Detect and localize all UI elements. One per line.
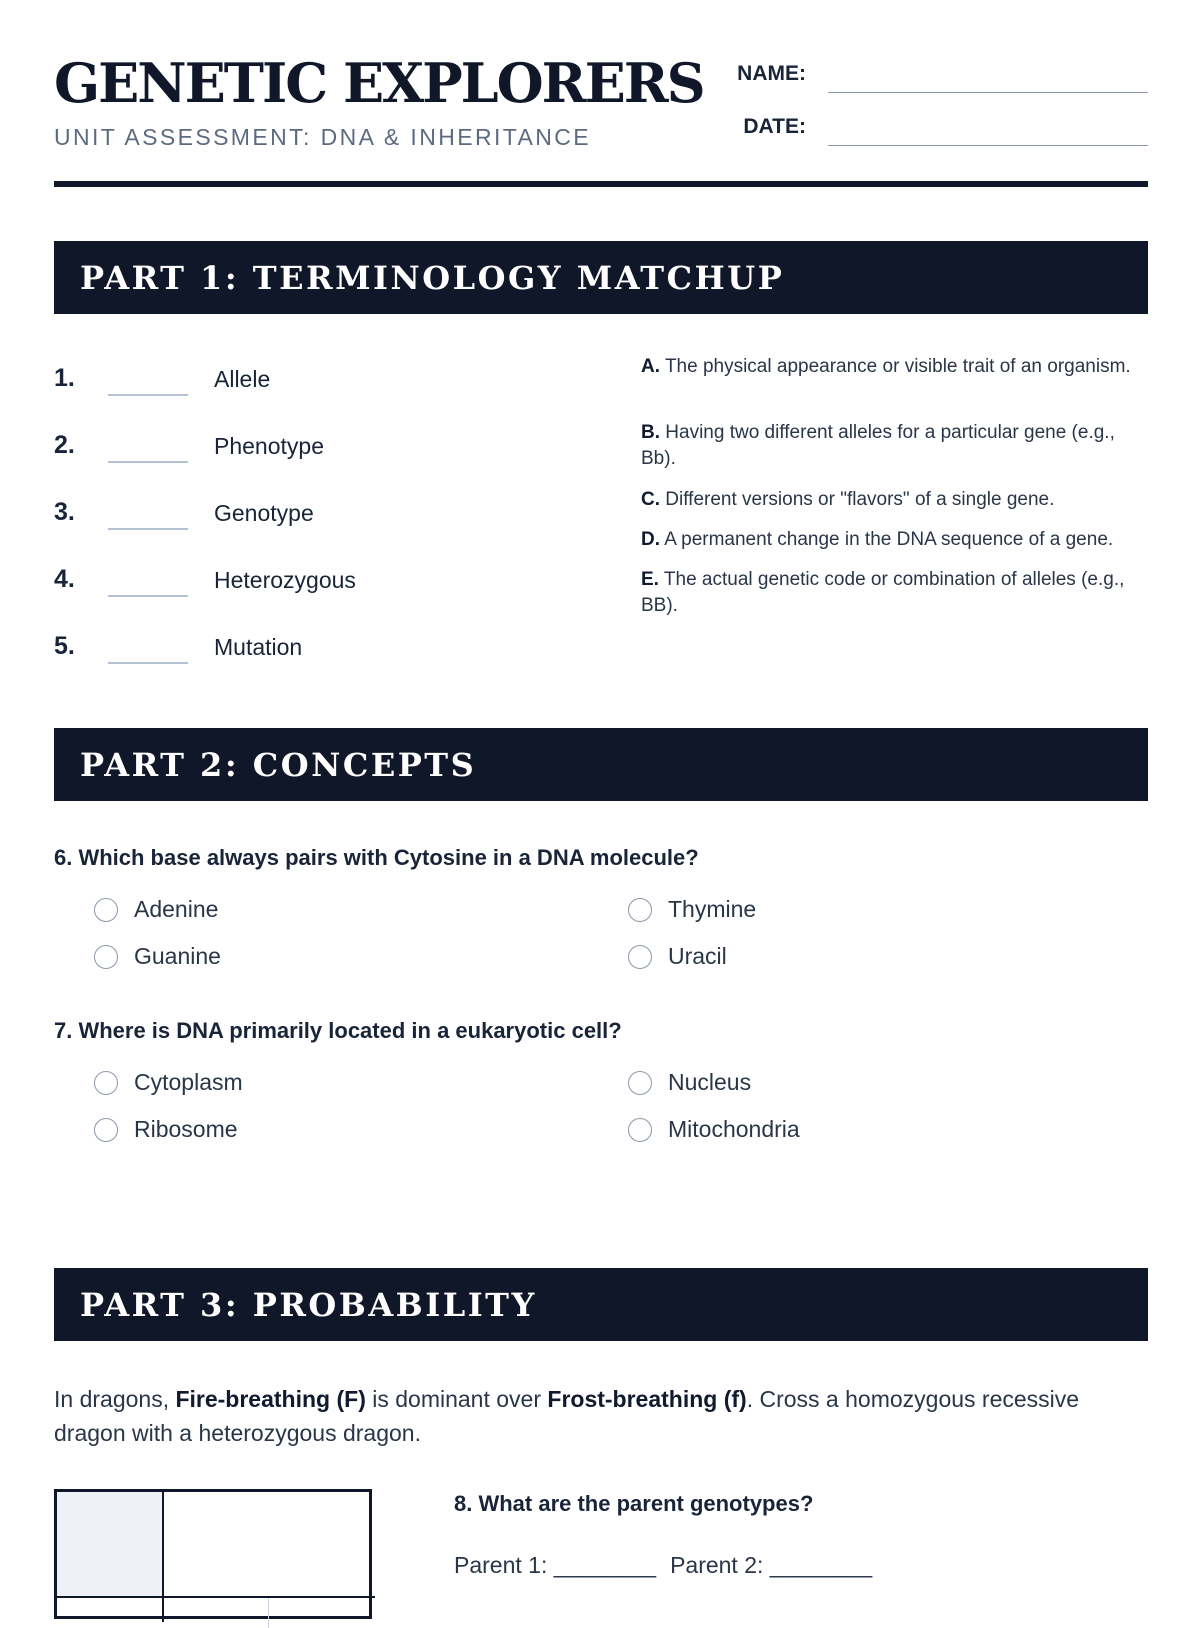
header-divider (54, 181, 1148, 187)
section-heading-text: PART 2: CONCEPTS (80, 746, 477, 784)
definition-item (641, 420, 1151, 472)
punnett-corner-cell (57, 1492, 162, 1596)
option-label: Ribosome (134, 1116, 238, 1142)
definition-item (641, 354, 1151, 380)
question-8: 8. What are the parent genotypes? (454, 1491, 814, 1516)
term-row (54, 557, 614, 607)
definition-letter: C. (641, 489, 660, 510)
option-label: Thymine (668, 896, 757, 922)
definition-text: The actual genetic code or combination of alleles (e.g., BB). (641, 569, 1125, 616)
term-word: Heterozygous (214, 567, 356, 593)
date-label: DATE: (743, 115, 806, 138)
term-number: 3. (54, 498, 75, 526)
definition-letter: D. (641, 529, 660, 550)
definition-item (641, 567, 1151, 619)
trait-recessive: Frost-breathing (f) (547, 1386, 747, 1412)
punnett-grid-line (162, 1492, 164, 1622)
definition-text: Having two different alleles for a particular gene (e.g., Bb). (641, 422, 1115, 469)
definition-item (641, 527, 1151, 553)
term-row (54, 490, 614, 540)
radio-button[interactable] (94, 945, 118, 969)
option-label: Guanine (134, 943, 221, 969)
term-number: 1. (54, 364, 75, 392)
term-word: Genotype (214, 500, 314, 526)
term-row (54, 423, 614, 473)
parent2-field[interactable]: Parent 2: ________ (670, 1552, 873, 1578)
definition-text: The physical appearance or visible trait of an organism. (664, 356, 1131, 377)
term-word: Mutation (214, 634, 303, 660)
question-7: 7. Where is DNA primarily located in a eukaryotic cell? (54, 1018, 622, 1043)
definition-text: Different versions or "flavors" of a single gene. (665, 489, 1055, 510)
trait-dominant: Fire-breathing (F) (175, 1386, 366, 1412)
radio-button[interactable] (628, 945, 652, 969)
radio-button[interactable] (94, 1071, 118, 1095)
punnett-grid-line (268, 1598, 269, 1628)
parent1-field[interactable]: Parent 1: ________ (454, 1552, 657, 1578)
scenario-text-3: . Cross a homozygous recessive dragon with a heterozygous dragon. (54, 1386, 1080, 1446)
option-label: Mitochondria (668, 1116, 800, 1142)
answer-blank[interactable] (108, 662, 188, 664)
section-heading-part2 (54, 728, 1148, 801)
section-heading-part3 (54, 1268, 1148, 1341)
definition-text: A permanent change in the DNA sequence of a gene. (664, 529, 1114, 550)
name-field[interactable] (828, 92, 1148, 93)
option-label: Uracil (668, 943, 727, 969)
term-row (54, 624, 614, 674)
section-heading-text: PART 1: TERMINOLOGY MATCHUP (80, 259, 785, 297)
term-number: 2. (54, 431, 75, 459)
term-word: Phenotype (214, 433, 324, 459)
section-heading-part1 (54, 241, 1148, 314)
definition-item (641, 487, 1151, 513)
term-word: Allele (214, 366, 271, 392)
option-label: Adenine (134, 896, 219, 922)
scenario-text-1: In dragons, (54, 1386, 176, 1412)
worksheet-subtitle: UNIT ASSESSMENT: DNA & INHERITANCE (54, 124, 592, 150)
question-6: 6. Which base always pairs with Cytosine in a DNA molecule? (54, 845, 699, 870)
punnett-grid-line (57, 1596, 375, 1598)
radio-button[interactable] (94, 1118, 118, 1142)
option-label: Cytoplasm (134, 1069, 243, 1095)
definition-letter: A. (641, 356, 660, 377)
option-label: Nucleus (668, 1069, 752, 1095)
radio-button[interactable] (628, 1071, 652, 1095)
answer-blank[interactable] (108, 461, 188, 463)
term-number: 5. (54, 632, 75, 660)
definition-letter: E. (641, 569, 659, 590)
date-field[interactable] (828, 145, 1148, 146)
radio-button[interactable] (94, 898, 118, 922)
term-row (54, 356, 614, 406)
worksheet-title: GENETIC EXPLORERS (54, 51, 704, 115)
scenario-text (54, 1382, 1148, 1450)
parent-genotype-fields (454, 1552, 872, 1579)
scenario-text-2: is dominant over (365, 1386, 548, 1412)
name-label: NAME: (737, 62, 806, 85)
radio-button[interactable] (628, 1118, 652, 1142)
answer-blank[interactable] (108, 528, 188, 530)
radio-button[interactable] (628, 898, 652, 922)
term-number: 4. (54, 565, 75, 593)
answer-blank[interactable] (108, 394, 188, 396)
section-heading-text: PART 3: PROBABILITY (80, 1286, 537, 1324)
definition-letter: B. (641, 422, 660, 443)
worksheet-page (54, 0, 1148, 1600)
answer-blank[interactable] (108, 595, 188, 597)
